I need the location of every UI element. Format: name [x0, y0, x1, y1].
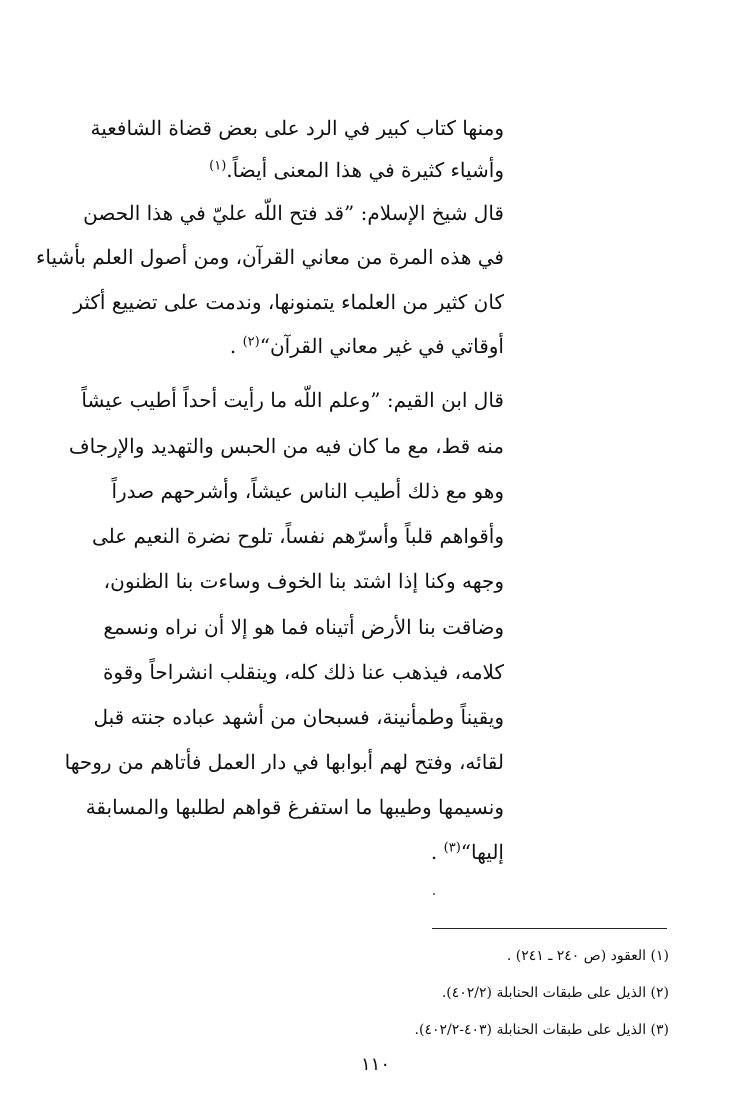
body-line-3: قال شيخ الإسلام: ”قد فتح اللّه عليّ في هذا الحصن	[83, 201, 504, 225]
body-line-2: وأشياء كثيرة في هذا المعنى أيضاً.$^{(١)}$	[209, 158, 504, 182]
body-line-17: إليها“$^{(٣)}$ .	[430, 840, 504, 864]
body-line-9: وهو مع ذلك أطيب الناس عيشاً، وأشرحهم صدراً	[111, 479, 504, 503]
footnote-separator	[432, 928, 667, 929]
body-line-12: وضاقت بنا الأرض أتيناه فما هو إلا أن نراه ونسمع	[103, 615, 504, 639]
body-line-4: في هذه المرة من معاني القرآن، ومن أصول العلم بأشياء	[35, 245, 504, 269]
body-line-15: لقائه، وفتح لهم أبوابها في دار العمل فأتاهم من روحها	[64, 750, 504, 774]
body-line-5: كان كثير من العلماء يتمنونها، وندمت على تضييع أكثر	[73, 290, 504, 314]
body-line-8: منه قط، مع ما كان فيه من الحبس والتهديد والإرجاف	[68, 434, 504, 458]
footnote-1: (١) العقود (ص ٢٤٠ ـ ٢٤١) .	[506, 948, 669, 964]
body-line-6: أوقاتي في غير معاني القرآن“$^{(٢)}$ .	[229, 334, 504, 358]
body-line-13: كلامه، فيذهب عنا ذلك كله، وينقلب انشراحاً وقوة	[102, 660, 504, 684]
body-line-7: قال ابن القيم: ”وعلم اللّه ما رأيت أحداً أطيب عيشاً	[81, 388, 504, 412]
body-line-11: وجهه وكنا إذا اشتد بنا الخوف وساءت بنا الظنون،	[103, 569, 504, 593]
stray-dot	[433, 893, 435, 895]
footnote-ref-1: (١)	[209, 158, 227, 174]
body-line-14: ويقيناً وطمأنينة، فسبحان من أشهد عباده جنته قبل	[93, 705, 504, 729]
body-line-16: ونسيمها وطيبها ما استفرغ قواهم لطلبها والمسابقة	[85, 795, 504, 819]
footnote-2: (٢) الذيل على طبقات الحنابلة (٤٠٢/٢).	[441, 985, 669, 1001]
footnote-ref-3: (٣)	[443, 840, 461, 856]
body-line-10: وأقواهم قلباً وأسرّهم نفساً، تلوح نضرة النعيم على	[91, 524, 504, 548]
page-number: ١١٠	[360, 1054, 390, 1075]
footnote-3: (٣) الذيل على طبقات الحنابلة (٤٠٣-٤٠٢/٢).	[414, 1022, 669, 1038]
footnote-ref-2: (٢)	[242, 334, 260, 350]
body-line-1: ومنها كتاب كبير في الرد على بعض قضاة الشافعية	[90, 116, 504, 140]
